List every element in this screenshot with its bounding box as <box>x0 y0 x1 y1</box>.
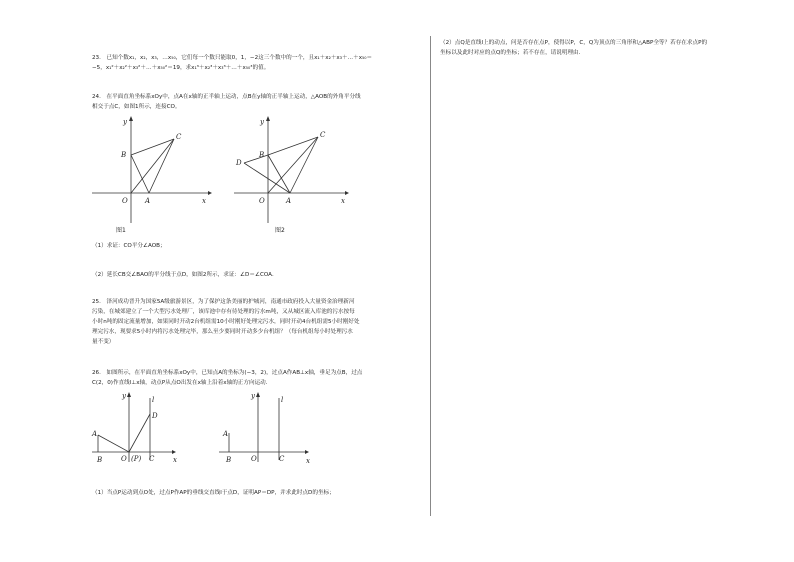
label-x: x <box>341 197 345 205</box>
label-x: x <box>173 456 177 464</box>
fig1-caption: 图1 <box>116 227 126 234</box>
q24-part2: （2）延长CB交∠BAO的平分线于点D，如图2所示，求证：∠D＝∠COA． <box>92 272 278 278</box>
x-axis-arrow <box>305 450 309 454</box>
label-B: B <box>121 151 127 159</box>
label-l: l <box>152 396 155 404</box>
q25-line5: 量不变） <box>92 339 115 345</box>
column-divider <box>430 36 431 516</box>
segment-DA <box>244 163 290 193</box>
label-y: y <box>251 392 255 400</box>
label-O: O <box>251 455 257 463</box>
label-A: A <box>286 197 292 205</box>
label-B: B <box>226 456 232 464</box>
q23-line1: 23. 已知个数x₁，x₂，x₃，…x₅₀，它们每一个数只能取0，1，−2这三个数中的一个，且x₁＋x₂＋x₃＋…＋x₅₀＝ <box>92 55 373 61</box>
y-axis-arrow <box>266 116 270 121</box>
q25-line1: 25. 泽河成功晋升为国家5A级旅游景区，为了保护这条美丽的护城河，南通市政府投入大量资金治理新河 <box>92 299 355 305</box>
x-axis-arrow <box>208 191 212 195</box>
q23-line2: −5，x₁²＋x₂²＋x₃²＋…＋x₅₀²＝19，求x₁³＋x₂³＋x₃³＋…＋x₅₀³的值。 <box>92 65 270 71</box>
label-B: B <box>259 151 265 159</box>
label-D: D <box>152 412 158 420</box>
label-C: C <box>176 133 182 141</box>
label-C: C <box>279 455 285 463</box>
label-l: l <box>281 396 284 404</box>
q26-part1: （1）当点P运动到点O处，过点P作AP的垂线交直线l于点D，证明AP＝DP，并求此时点D的坐标； <box>92 490 335 496</box>
q25-line2: 污染，在城郊建立了一个大型污水处理厂，该库池中存有待处理的污水m吨，又从城区流入库池的污水按每 <box>92 309 355 315</box>
x-axis-arrow <box>172 450 176 454</box>
label-y: y <box>122 392 126 400</box>
label-x: x <box>306 457 310 465</box>
segment-BD <box>244 155 268 163</box>
segment-BA <box>268 155 290 193</box>
label-C: C <box>320 131 326 139</box>
q24-figure-2 <box>230 115 360 240</box>
label-C: C <box>149 455 155 463</box>
q26-figure-2 <box>215 390 320 470</box>
fig2-caption: 图2 <box>275 227 285 234</box>
q26-part2-line1: （2）点Q是直线l上的动点，问是否存在点P，使得以P，C，Q为顶点的三角形和△ABP全等？若存在求点P的 <box>440 40 708 46</box>
segment-CO <box>268 137 318 193</box>
y-axis-arrow <box>127 392 131 397</box>
q24-figure-1 <box>88 115 218 240</box>
q26-part2-line2: 坐标以及此时对应的点Q的坐标；若不存在，请说明理由． <box>440 50 585 56</box>
x-axis-arrow <box>345 191 349 195</box>
y-axis-arrow <box>256 392 260 397</box>
q26-line2: C(2，0)作直线l⊥x轴，动点P从点O出发在x轴上沿着x轴的正方向运动． <box>92 380 272 386</box>
q25-line3: 小时n吨的固定流量增加，如果同时开动2台机组需10小时刚好处理完污水，同时开动4台机组需5小时刚好处 <box>92 319 360 325</box>
q25-line4: 理完污水，现要求5小时内将污水处理完毕，那么至少要同时开动多少台机组？（每台机组每小时处理污水 <box>92 329 353 335</box>
label-y: y <box>260 118 264 126</box>
label-P: (P) <box>131 455 142 463</box>
segment-AP <box>98 435 129 452</box>
label-B: B <box>97 456 103 464</box>
label-O: O <box>122 197 128 205</box>
label-x: x <box>202 197 206 205</box>
label-D: D <box>236 159 242 167</box>
q26-figure-1 <box>88 390 188 470</box>
q26-line1: 26. 如图所示，在平面直角坐标系xOy中，已知点A的坐标为(−3，2)，过点A作AB⊥x轴，垂足为点B，过点 <box>92 370 363 376</box>
label-A: A <box>145 197 151 205</box>
label-A: A <box>92 430 98 438</box>
q24-line1: 24. 在平面直角坐标系xOy中，点A在x轴的正半轴上运动，点B在y轴的正半轴上运动，△AOB的外角平分线 <box>92 94 361 100</box>
label-y: y <box>123 118 127 126</box>
q24-line2: 相交于点C，如图1所示，连接CO。 <box>92 104 181 110</box>
label-O: O <box>259 197 265 205</box>
y-axis-arrow <box>129 116 133 121</box>
segment-PD <box>129 414 150 452</box>
q24-part1: （1）求证：CO平分∠AOB； <box>92 243 166 249</box>
label-O: O <box>121 455 127 463</box>
label-A: A <box>223 430 229 438</box>
